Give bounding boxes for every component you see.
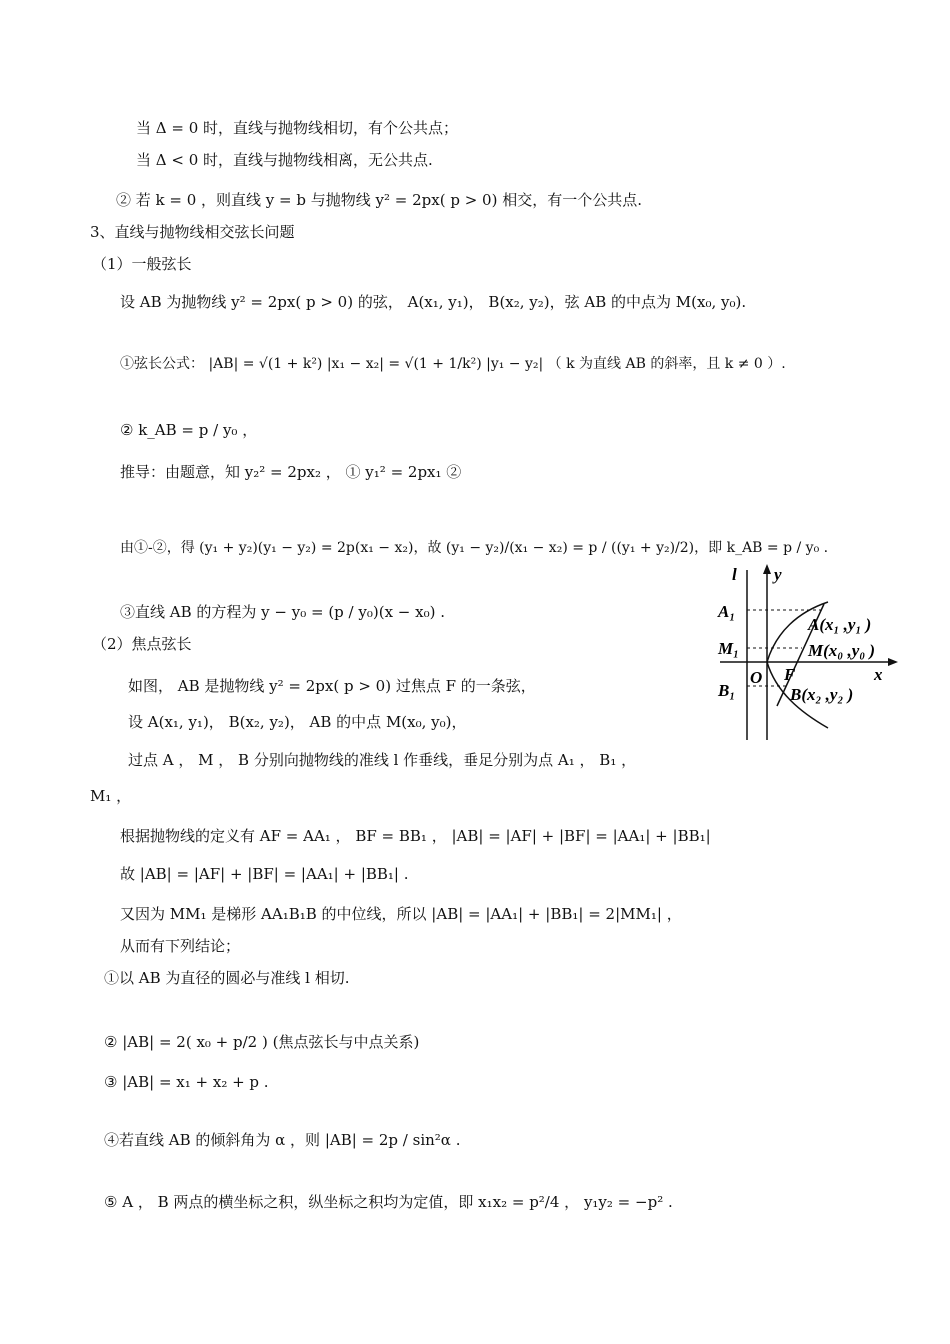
- line-conclusions-intro: 从而有下列结论；: [120, 937, 241, 955]
- label-M: M(x₀ ,y₀ ): [808, 641, 876, 660]
- conclusion-1: ①以 AB 为直径的圆必与准线 l 相切.: [104, 969, 350, 987]
- label-A1: A₁: [718, 602, 736, 621]
- line-slope: ② k_AB = p / y₀ ，: [120, 421, 258, 439]
- line-definition: 根据抛物线的定义有 AF = AA₁ ， BF = BB₁ ， |AB| = |AF| + |BF| = |AA₁| + |BB₁|: [120, 827, 711, 845]
- section-heading-3: 3、直线与抛物线相交弦长问题: [90, 223, 295, 241]
- label-x: x: [874, 665, 883, 684]
- line-therefore: 故 |AB| = |AF| + |BF| = |AA₁| + |BB₁| .: [120, 865, 409, 883]
- line-trapezoid: 又因为 MM₁ 是梯形 AA₁B₁B 的中位线，所以 |AB| = |AA₁| + |BB₁| = 2|MM₁| ，: [120, 905, 682, 923]
- x-axis-arrow: [888, 658, 898, 666]
- conclusion-5: ⑤ A ， B 两点的横坐标之积，纵坐标之积均为定值，即 x₁x₂ = p²/4 ， y₁y₂ = −p² .: [104, 1193, 673, 1211]
- line-derivation: 推导：由题意，知 y₂² = 2px₂ ， ① y₁² = 2px₁ ②: [120, 463, 462, 481]
- label-M1: M₁: [718, 639, 740, 658]
- line-chord-setup: 设 AB 为抛物线 y² = 2px( p > 0) 的弦， A(x₁, y₁)， B(x₂, y₂)，弦 AB 的中点为 M(x₀, y₀).: [120, 293, 747, 311]
- line-chord-formula: ①弦长公式： |AB| = √(1 + k²) |x₁ − x₂| = √(1 + 1/k²) |y₁ − y₂| （ k 为直线 AB 的斜率，且 k ≠ 0 ）.: [120, 356, 786, 372]
- label-F: F: [784, 665, 796, 684]
- conclusion-3: ③ |AB| = x₁ + x₂ + p .: [104, 1073, 269, 1091]
- label-A: A(x₁ ,y₁ ): [808, 615, 872, 634]
- conclusion-4: ④若直线 AB 的倾斜角为 α ，则 |AB| = 2p / sin²α .: [104, 1131, 461, 1149]
- subheading-general-chord: （1）一般弦长: [92, 255, 192, 273]
- line-derivation-2: 由①-②，得 (y₁ + y₂)(y₁ − y₂) = 2p(x₁ − x₂)，故 (y₁ − y₂)/(x₁ − x₂) = p / ((y₁ + y₂)/2)，即 k_AB = p / y₀ .: [120, 540, 829, 556]
- line-1: 当 Δ = 0 时，直线与抛物线相切，有个公共点；: [136, 119, 459, 137]
- line-focal-2: 设 A(x₁, y₁)， B(x₂, y₂)， AB 的中点 M(x₀, y₀)，: [128, 713, 467, 731]
- label-y: y: [774, 565, 782, 584]
- y-axis-arrow: [763, 564, 771, 574]
- label-B: B(x₂ ,y₂ ): [790, 685, 854, 704]
- label-O: O: [750, 668, 763, 687]
- conclusion-2: ② |AB| = 2( x₀ + p/2 ) (焦点弦长与中点关系): [104, 1033, 420, 1051]
- line-2: 当 Δ < 0 时，直线与抛物线相离，无公共点.: [136, 151, 433, 169]
- line-focal-4: M₁ ，: [90, 787, 132, 805]
- subheading-focal-chord: （2）焦点弦长: [92, 635, 192, 653]
- line-3: ② 若 k = 0 ，则直线 y = b 与抛物线 y² = 2px( p > 0) 相交，有一个公共点.: [116, 191, 642, 209]
- line-focal-3: 过点 A ， M ， B 分别向抛物线的准线 l 作垂线，垂足分别为点 A₁ ， B₁ ，: [128, 751, 637, 769]
- line-line-equation: ③直线 AB 的方程为 y − y₀ = (p / y₀)(x − x₀) .: [120, 603, 445, 621]
- label-B1: B₁: [718, 681, 736, 700]
- label-l: l: [732, 565, 737, 584]
- line-focal-1: 如图， AB 是抛物线 y² = 2px( p > 0) 过焦点 F 的一条弦，: [128, 677, 536, 695]
- focal-chord-diagram: [710, 560, 900, 745]
